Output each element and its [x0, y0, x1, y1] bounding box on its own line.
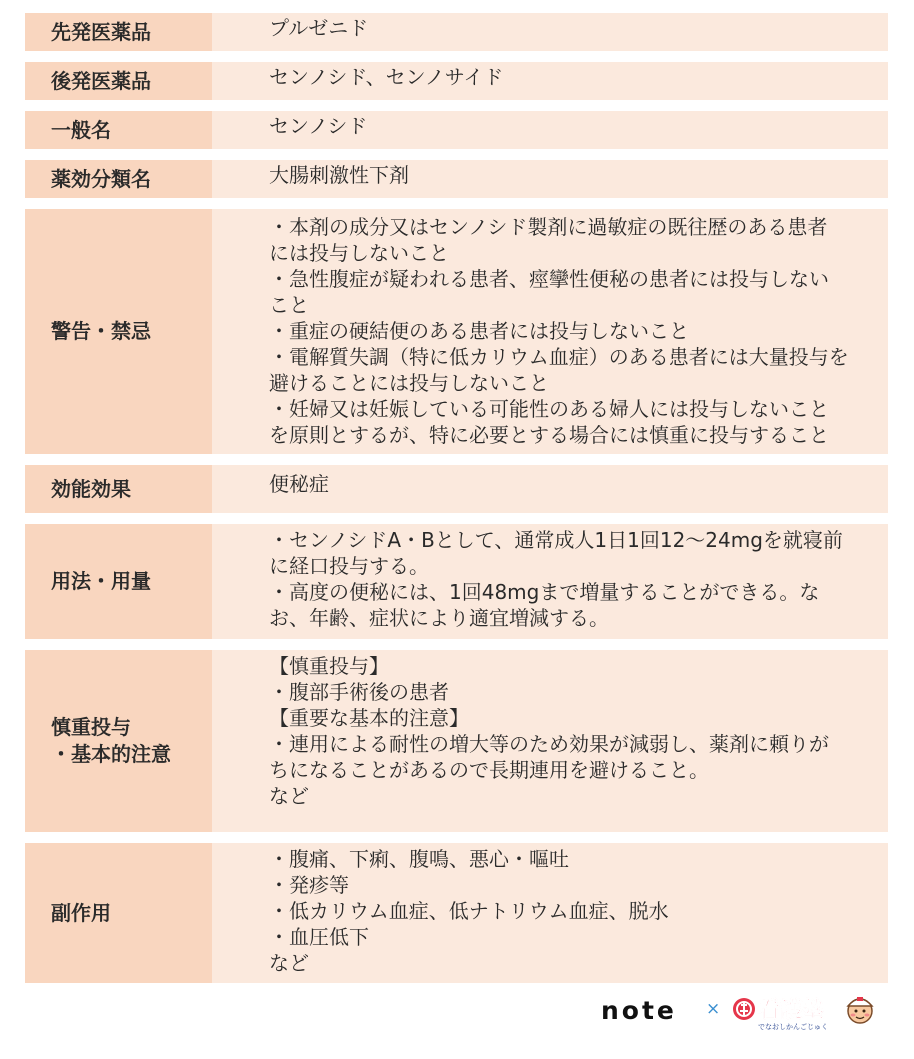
row-label-text: 後発医薬品 [51, 68, 151, 93]
value-line: ・連用による耐性の増大等のため効果が減弱し、薬剤に頼りが [269, 732, 829, 756]
row-label-text: 効能効果 [51, 476, 131, 501]
value-line: 【慎重投与】 [269, 654, 389, 678]
value-line: ・腹痛、下痢、腹鳴、悪心・嘔吐 [269, 847, 569, 871]
value-line: プルゼニド [269, 16, 369, 40]
value-line: ・重症の硬結便のある患者には投与しないこと [269, 319, 689, 343]
row-label [25, 650, 212, 832]
row-precautions [25, 650, 888, 832]
value-line: など [269, 951, 309, 975]
brand-logo-text: 看護塾 [758, 998, 825, 1023]
value-line: 大腸刺激性下剤 [269, 163, 409, 187]
value-line: を原則とするが、特に必要とする場合には慎重に投与すること [269, 423, 829, 447]
row-label [25, 524, 212, 639]
footer-logos [596, 990, 896, 1034]
nurse-character-icon [848, 997, 872, 1023]
row-label-text: 一般名 [51, 117, 111, 142]
value-line: など [269, 784, 309, 808]
row-value [212, 843, 888, 983]
row-value [212, 111, 888, 149]
row-label [25, 843, 212, 983]
row-label [25, 465, 212, 513]
row-label [25, 62, 212, 100]
value-line: ・本剤の成分又はセンノシド製剤に過敏症の既往歴のある患者 [269, 215, 828, 239]
row-value [212, 160, 888, 198]
row-drug-class [25, 160, 888, 198]
value-line: センノシド、センノサイド [269, 65, 504, 89]
value-line: ・腹部手術後の患者 [269, 680, 449, 704]
row-label-text: 副作用 [51, 900, 111, 925]
row-value [212, 465, 888, 513]
separator-x: × [706, 999, 721, 1019]
value-line: に経口投与する。 [269, 554, 429, 578]
row-indications [25, 465, 888, 513]
value-line: ・電解質失調（特に低カリウム血症）のある患者には大量投与を [269, 345, 849, 369]
value-line: 便秘症 [269, 472, 329, 496]
value-line: ・センノシドA・Bとして、通常成人1日1回12～24mgを就寝前 [269, 528, 843, 552]
row-label [25, 13, 212, 51]
value-line: ・低カリウム血症、低ナトリウム血症、脱水 [269, 899, 669, 923]
row-value [212, 650, 888, 832]
value-line: ・血圧低下 [269, 925, 369, 949]
row-value [212, 62, 888, 100]
row-label-text: 警告・禁忌 [51, 319, 151, 343]
row-label [25, 160, 212, 198]
row-label-text: 薬効分類名 [51, 166, 151, 191]
row-dosage [25, 524, 888, 639]
row-value [212, 209, 888, 454]
value-line: ・妊婦又は妊娠している可能性のある婦人には投与しないこと [269, 397, 829, 421]
row-side-effects [25, 843, 888, 983]
value-line: ・急性腹症が疑われる患者、痙攣性便秘の患者には投与しない [269, 267, 829, 291]
value-line: ・高度の便秘には、1回48mgまで増量することができる。な [269, 580, 820, 604]
row-warnings [25, 209, 888, 454]
row-general-name [25, 111, 888, 149]
value-line: センノシド [269, 114, 368, 138]
note-logo: note [601, 996, 677, 1025]
row-value [212, 524, 888, 639]
value-line: こと [269, 293, 309, 317]
row-label [25, 209, 212, 454]
value-line: 【重要な基本的注意】 [269, 706, 469, 730]
row-label-text: 用法・用量 [51, 569, 151, 593]
value-line: 避けることには投与しないこと [269, 371, 549, 395]
kango-juku-logo [732, 990, 878, 1032]
row-label-text: 慎重投与 ・基本的注意 [51, 715, 171, 766]
row-value [212, 13, 888, 51]
brand-logo-subtext: でなおしかんごじゅく [758, 1023, 828, 1031]
row-original-drug [25, 13, 888, 51]
drug-info-table [25, 13, 888, 994]
row-label [25, 111, 212, 149]
value-line: ・発疹等 [269, 873, 349, 897]
value-line: ちになることがあるので長期連用を避けること。 [269, 758, 709, 782]
row-generic-drug [25, 62, 888, 100]
value-line: お、年齢、症状により適宜増減する。 [269, 606, 609, 630]
value-line: には投与しないこと [269, 241, 449, 265]
row-label-text: 先発医薬品 [51, 19, 151, 44]
